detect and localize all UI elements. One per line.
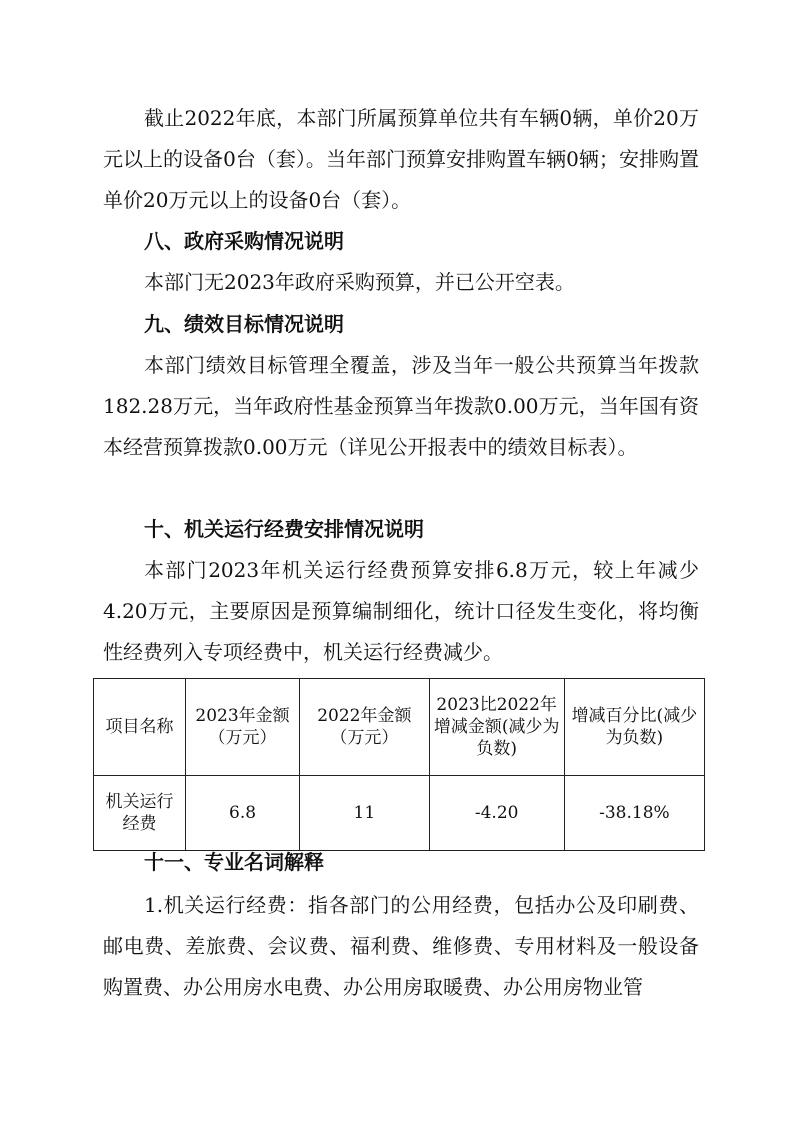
cell-item-name: 机关运行经费	[94, 776, 186, 851]
terms-heading: 十一、专业名词解释	[144, 850, 324, 874]
header-2022-amount: 2022年金额（万元）	[300, 679, 429, 776]
terms-paragraph-1: 1.机关运行经费：指各部门的公用经费，包括办公及印刷费、邮电费、差旅费、会议费、福利费、维修费、专用材料及一般设备购置费、办公用房水电费、办公用房取暖费、办公用房物业管	[103, 893, 699, 999]
vehicles-paragraph: 截止2022年底，本部门所属预算单位共有车辆0辆，单价20万元以上的设备0台（套）。当年部门预算安排购置车辆0辆；安排购置单价20万元以上的设备0台（套）。	[103, 106, 699, 212]
cell-2023-amount: 6.8	[185, 776, 299, 851]
table-header-row	[94, 679, 705, 776]
header-change-amount: 2023比2022年增减金额(减少为负数)	[429, 679, 564, 776]
cell-change-percent: -38.18%	[564, 776, 704, 851]
header-2023-amount: 2023年金额（万元）	[185, 679, 299, 776]
header-item-name: 项目名称	[94, 679, 186, 776]
procurement-paragraph: 本部门无2023年政府采购预算，并已公开空表。	[144, 270, 575, 294]
operation-cost-table	[93, 678, 705, 851]
performance-heading: 九、绩效目标情况说明	[144, 312, 344, 336]
header-change-percent: 增减百分比(减少为负数)	[564, 679, 704, 776]
cell-change-amount: -4.20	[429, 776, 564, 851]
operation-paragraph: 本部门2023年机关运行经费预算安排6.8万元，较上年减少4.20万元，主要原因是预算编制细化，统计口径发生变化，将均衡性经费列入专项经费中，机关运行经费减少。	[103, 558, 699, 664]
cell-2022-amount: 11	[300, 776, 429, 851]
performance-paragraph: 本部门绩效目标管理全覆盖，涉及当年一般公共预算当年拨款182.28万元，当年政府性基金预算当年拨款0.00万元，当年国有资本经营预算拨款0.00万元（详见公开报表中的绩效目标表）。	[103, 353, 699, 459]
operation-heading: 十、机关运行经费安排情况说明	[144, 517, 424, 541]
table-row	[94, 776, 705, 851]
procurement-heading: 八、政府采购情况说明	[144, 229, 344, 253]
